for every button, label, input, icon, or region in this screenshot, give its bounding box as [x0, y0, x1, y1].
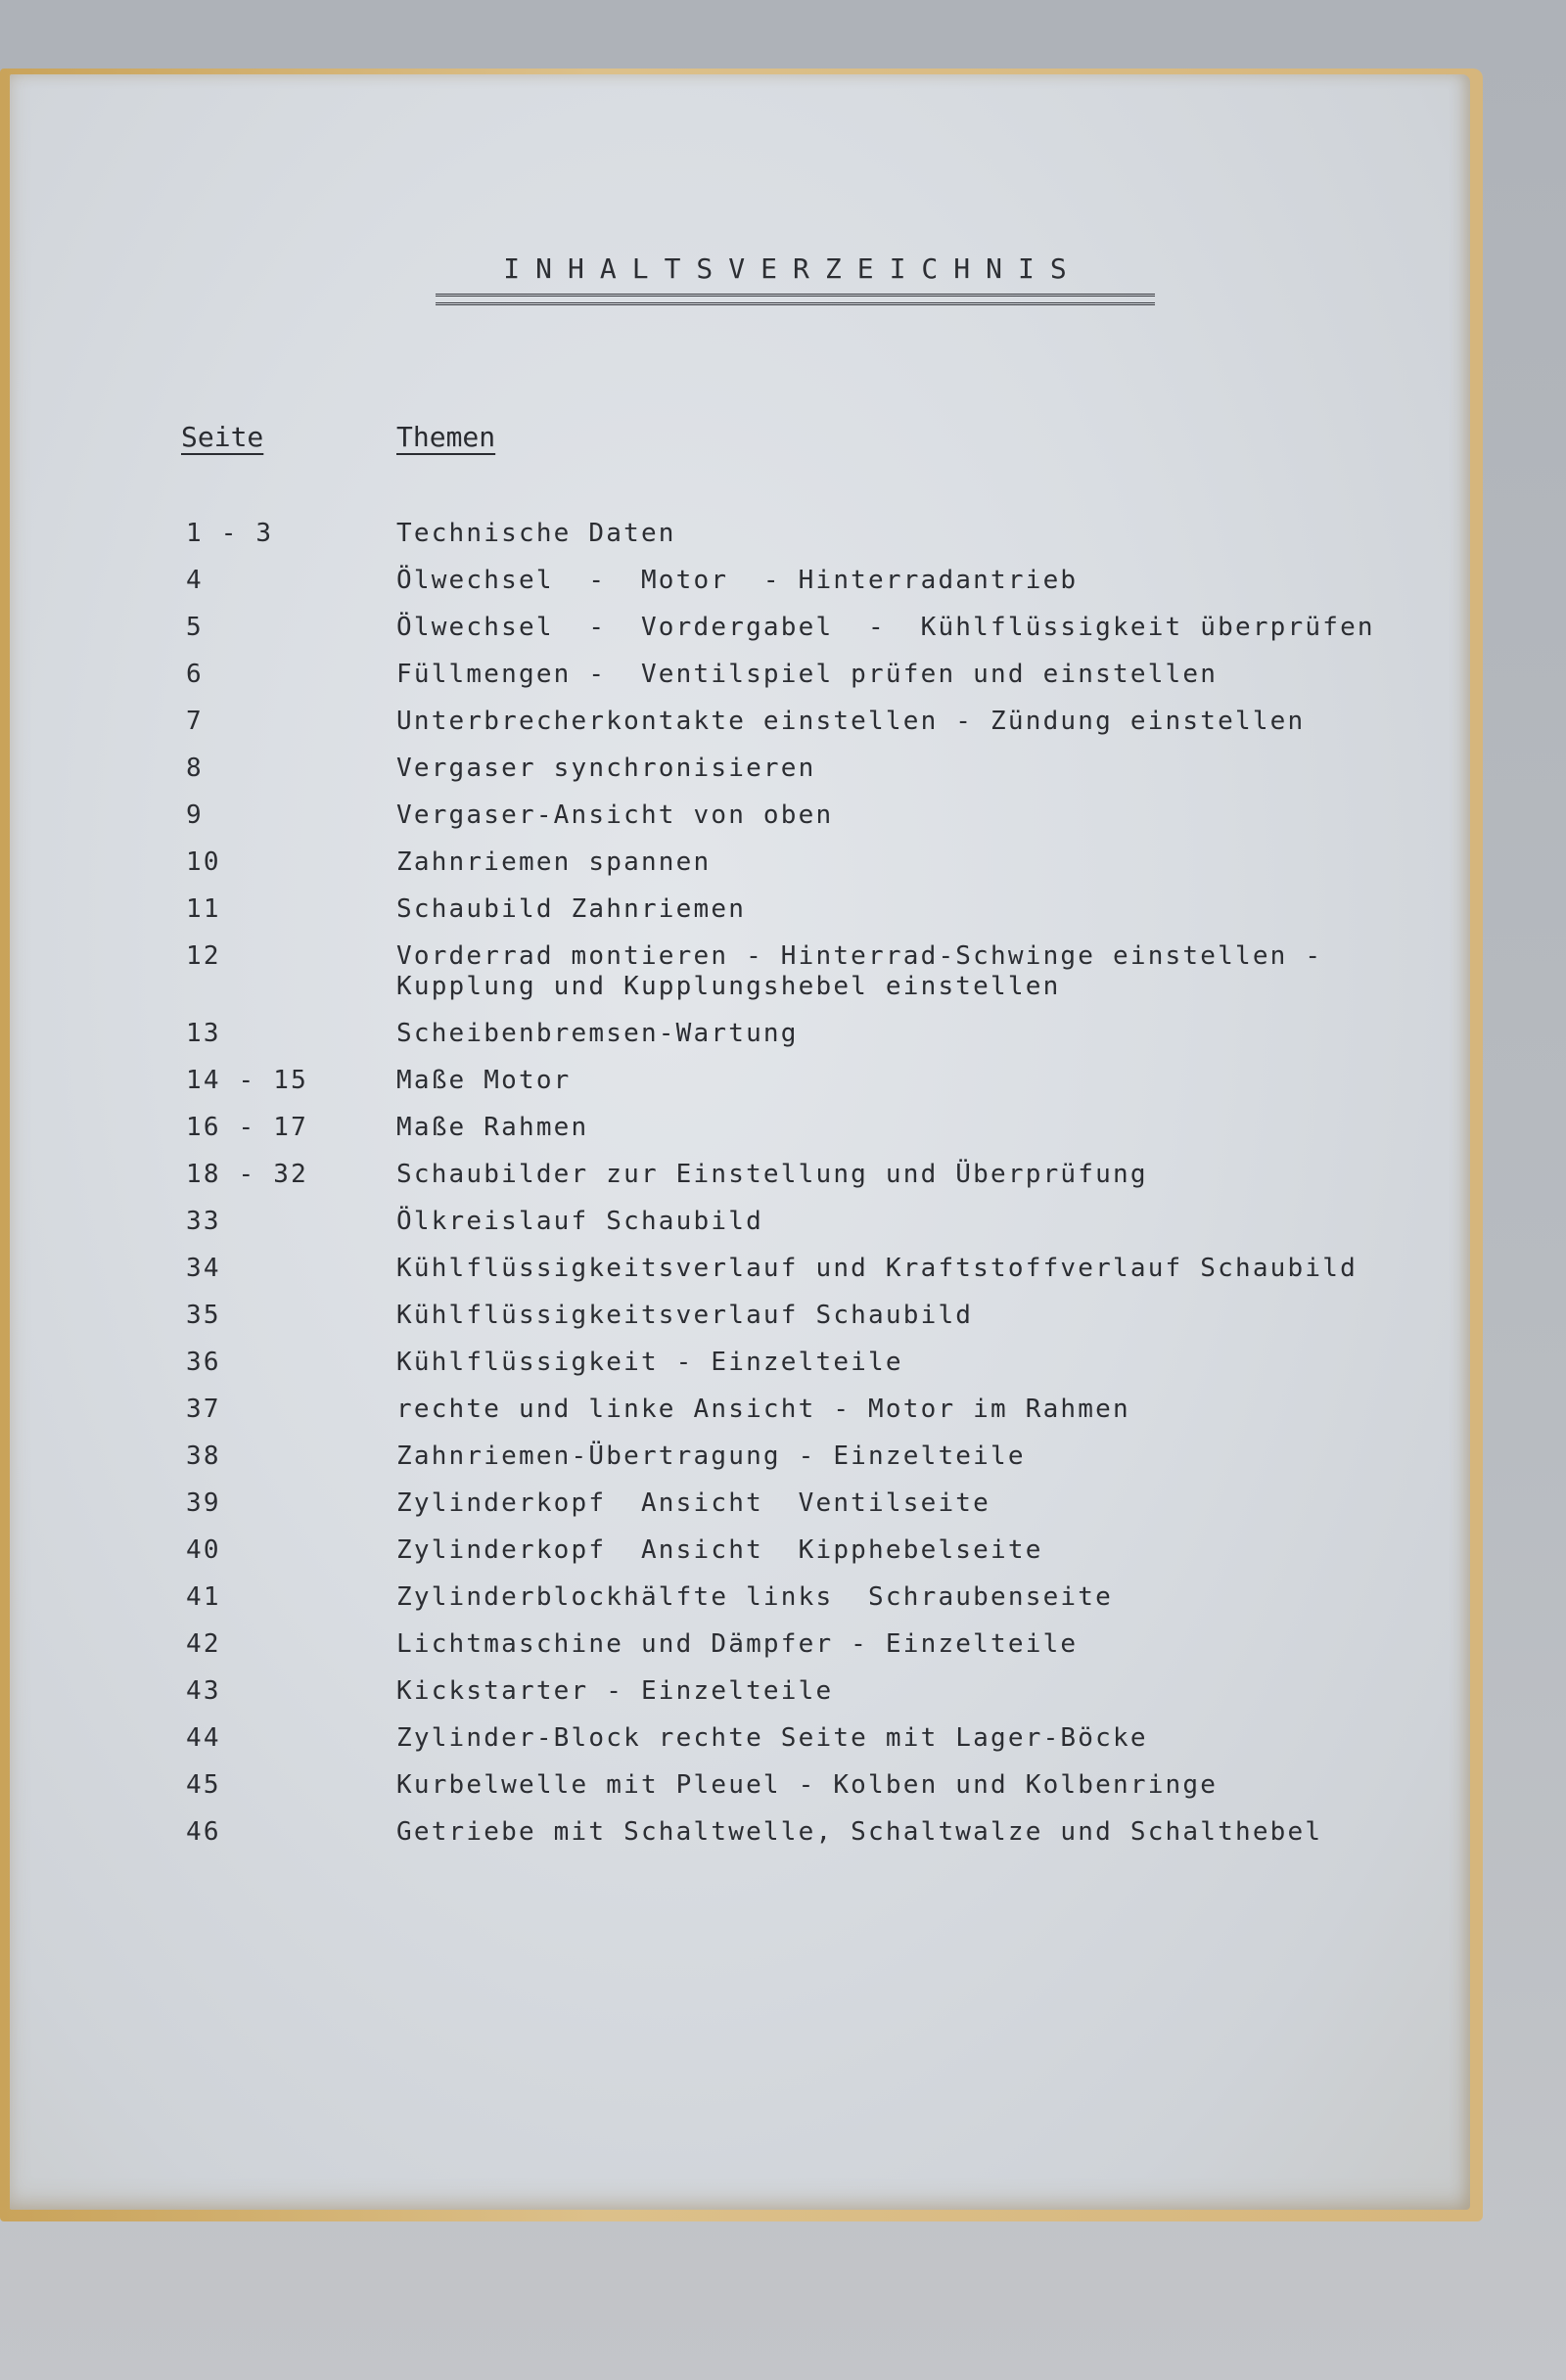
entry-pages: 39 — [186, 1488, 221, 1518]
entry-pages: 37 — [186, 1395, 221, 1424]
toc-entry — [0, 1723, 1468, 1770]
toc-entry — [0, 1676, 1468, 1723]
entry-topic: Vergaser-Ansicht von oben — [396, 801, 834, 830]
entry-topic: Füllmengen - Ventilspiel prüfen und einstellen — [396, 660, 1219, 689]
entry-pages: 4 — [186, 566, 204, 595]
entry-topic: Schaubilder zur Einstellung und Überprüfung — [396, 1160, 1148, 1189]
entry-pages: 6 — [186, 660, 204, 689]
entry-pages: 43 — [186, 1676, 221, 1706]
toc-entry — [0, 1770, 1468, 1817]
toc-entry — [0, 613, 1468, 660]
table-of-contents — [0, 519, 1468, 1864]
entry-pages: 13 — [186, 1019, 221, 1048]
entry-topic: Kühlflüssigkeitsverlauf Schaubild — [396, 1301, 974, 1330]
entry-pages: 16 - 17 — [186, 1113, 308, 1142]
toc-entry — [0, 1817, 1468, 1864]
entry-topic: Ölwechsel - Vordergabel - Kühlflüssigkeit überprüfen — [396, 613, 1375, 642]
entry-topic: Kurbelwelle mit Pleuel - Kolben und Kolbenringe — [396, 1770, 1219, 1800]
entry-pages: 38 — [186, 1442, 221, 1471]
toc-entry — [0, 1254, 1468, 1301]
entry-topic: Ölkreislauf Schaubild — [396, 1207, 763, 1236]
entry-pages: 5 — [186, 613, 204, 642]
toc-entry — [0, 1535, 1468, 1582]
column-header-pages: Seite — [181, 421, 264, 453]
entry-pages: 10 — [186, 847, 221, 877]
entry-pages: 8 — [186, 754, 204, 783]
entry-topic: Scheibenbremsen-Wartung — [396, 1019, 799, 1048]
entry-pages: 33 — [186, 1207, 221, 1236]
toc-entry — [0, 1019, 1468, 1066]
entry-pages: 40 — [186, 1535, 221, 1565]
toc-entry — [0, 1395, 1468, 1442]
toc-entry — [0, 1629, 1468, 1676]
entry-topic: Technische Daten — [396, 519, 676, 548]
entry-topic: Zylinderkopf Ansicht Ventilseite — [396, 1488, 991, 1518]
entry-topic: Zylinderkopf Ansicht Kipphebelseite — [396, 1535, 1043, 1565]
entry-pages: 12 — [186, 941, 221, 971]
entry-topic: Unterbrecherkontakte einstellen - Zündung einstellen — [396, 707, 1306, 736]
toc-entry — [0, 1160, 1468, 1207]
entry-topic: Vorderrad montieren - Hinterrad-Schwinge einstellen - Kupplung und Kupplungshebel einstellen — [396, 941, 1323, 1001]
toc-entry — [0, 519, 1468, 566]
toc-entry — [0, 1488, 1468, 1535]
page-title: INHALTSVERZEICHNIS — [503, 252, 1082, 285]
toc-entry — [0, 1113, 1468, 1160]
entry-topic: Zahnriemen spannen — [396, 847, 712, 877]
entry-pages: 14 - 15 — [186, 1066, 308, 1095]
toc-entry — [0, 1348, 1468, 1395]
entry-topic: Vergaser synchronisieren — [396, 754, 816, 783]
toc-entry — [0, 1066, 1468, 1113]
entry-pages: 42 — [186, 1629, 221, 1659]
entry-topic: Zylinder-Block rechte Seite mit Lager-Böcke — [396, 1723, 1148, 1753]
entry-pages: 35 — [186, 1301, 221, 1330]
toc-entry — [0, 754, 1468, 801]
entry-topic: Zahnriemen-Übertragung - Einzelteile — [396, 1442, 1026, 1471]
entry-topic: Ölwechsel - Motor - Hinterradantrieb — [396, 566, 1079, 595]
entry-topic: Zylinderblockhälfte links Schraubenseite — [396, 1582, 1113, 1612]
entry-pages: 18 - 32 — [186, 1160, 308, 1189]
entry-pages: 41 — [186, 1582, 221, 1612]
entry-topic: Getriebe mit Schaltwelle, Schaltwalze und Schalthebel — [396, 1817, 1323, 1847]
entry-pages: 1 - 3 — [186, 519, 274, 548]
entry-pages: 46 — [186, 1817, 221, 1847]
entry-pages: 34 — [186, 1254, 221, 1283]
toc-entry — [0, 566, 1468, 613]
entry-pages: 45 — [186, 1770, 221, 1800]
toc-entry — [0, 1301, 1468, 1348]
entry-pages: 11 — [186, 894, 221, 924]
entry-topic: Maße Rahmen — [396, 1113, 589, 1142]
entry-topic: Kühlflüssigkeit - Einzelteile — [396, 1348, 903, 1377]
toc-entry — [0, 660, 1468, 707]
entry-pages: 44 — [186, 1723, 221, 1753]
entry-pages: 36 — [186, 1348, 221, 1377]
column-header-topics: Themen — [396, 421, 496, 453]
toc-entry — [0, 847, 1468, 894]
title-double-underline — [436, 294, 1155, 305]
entry-topic: Lichtmaschine und Dämpfer - Einzelteile — [396, 1629, 1079, 1659]
toc-entry — [0, 1207, 1468, 1254]
entry-topic: rechte und linke Ansicht - Motor im Rahmen — [396, 1395, 1130, 1424]
entry-pages: 7 — [186, 707, 204, 736]
entry-topic: Schaubild Zahnriemen — [396, 894, 747, 924]
toc-entry — [0, 1582, 1468, 1629]
entry-topic: Maße Motor — [396, 1066, 572, 1095]
entry-topic: Kühlflüssigkeitsverlauf und Kraftstoffverlauf Schaubild — [396, 1254, 1358, 1283]
entry-pages: 9 — [186, 801, 204, 830]
toc-entry — [0, 707, 1468, 754]
toc-entry — [0, 801, 1468, 847]
toc-entry — [0, 894, 1468, 941]
toc-entry — [0, 941, 1468, 1019]
toc-entry — [0, 1442, 1468, 1488]
entry-topic: Kickstarter - Einzelteile — [396, 1676, 834, 1706]
